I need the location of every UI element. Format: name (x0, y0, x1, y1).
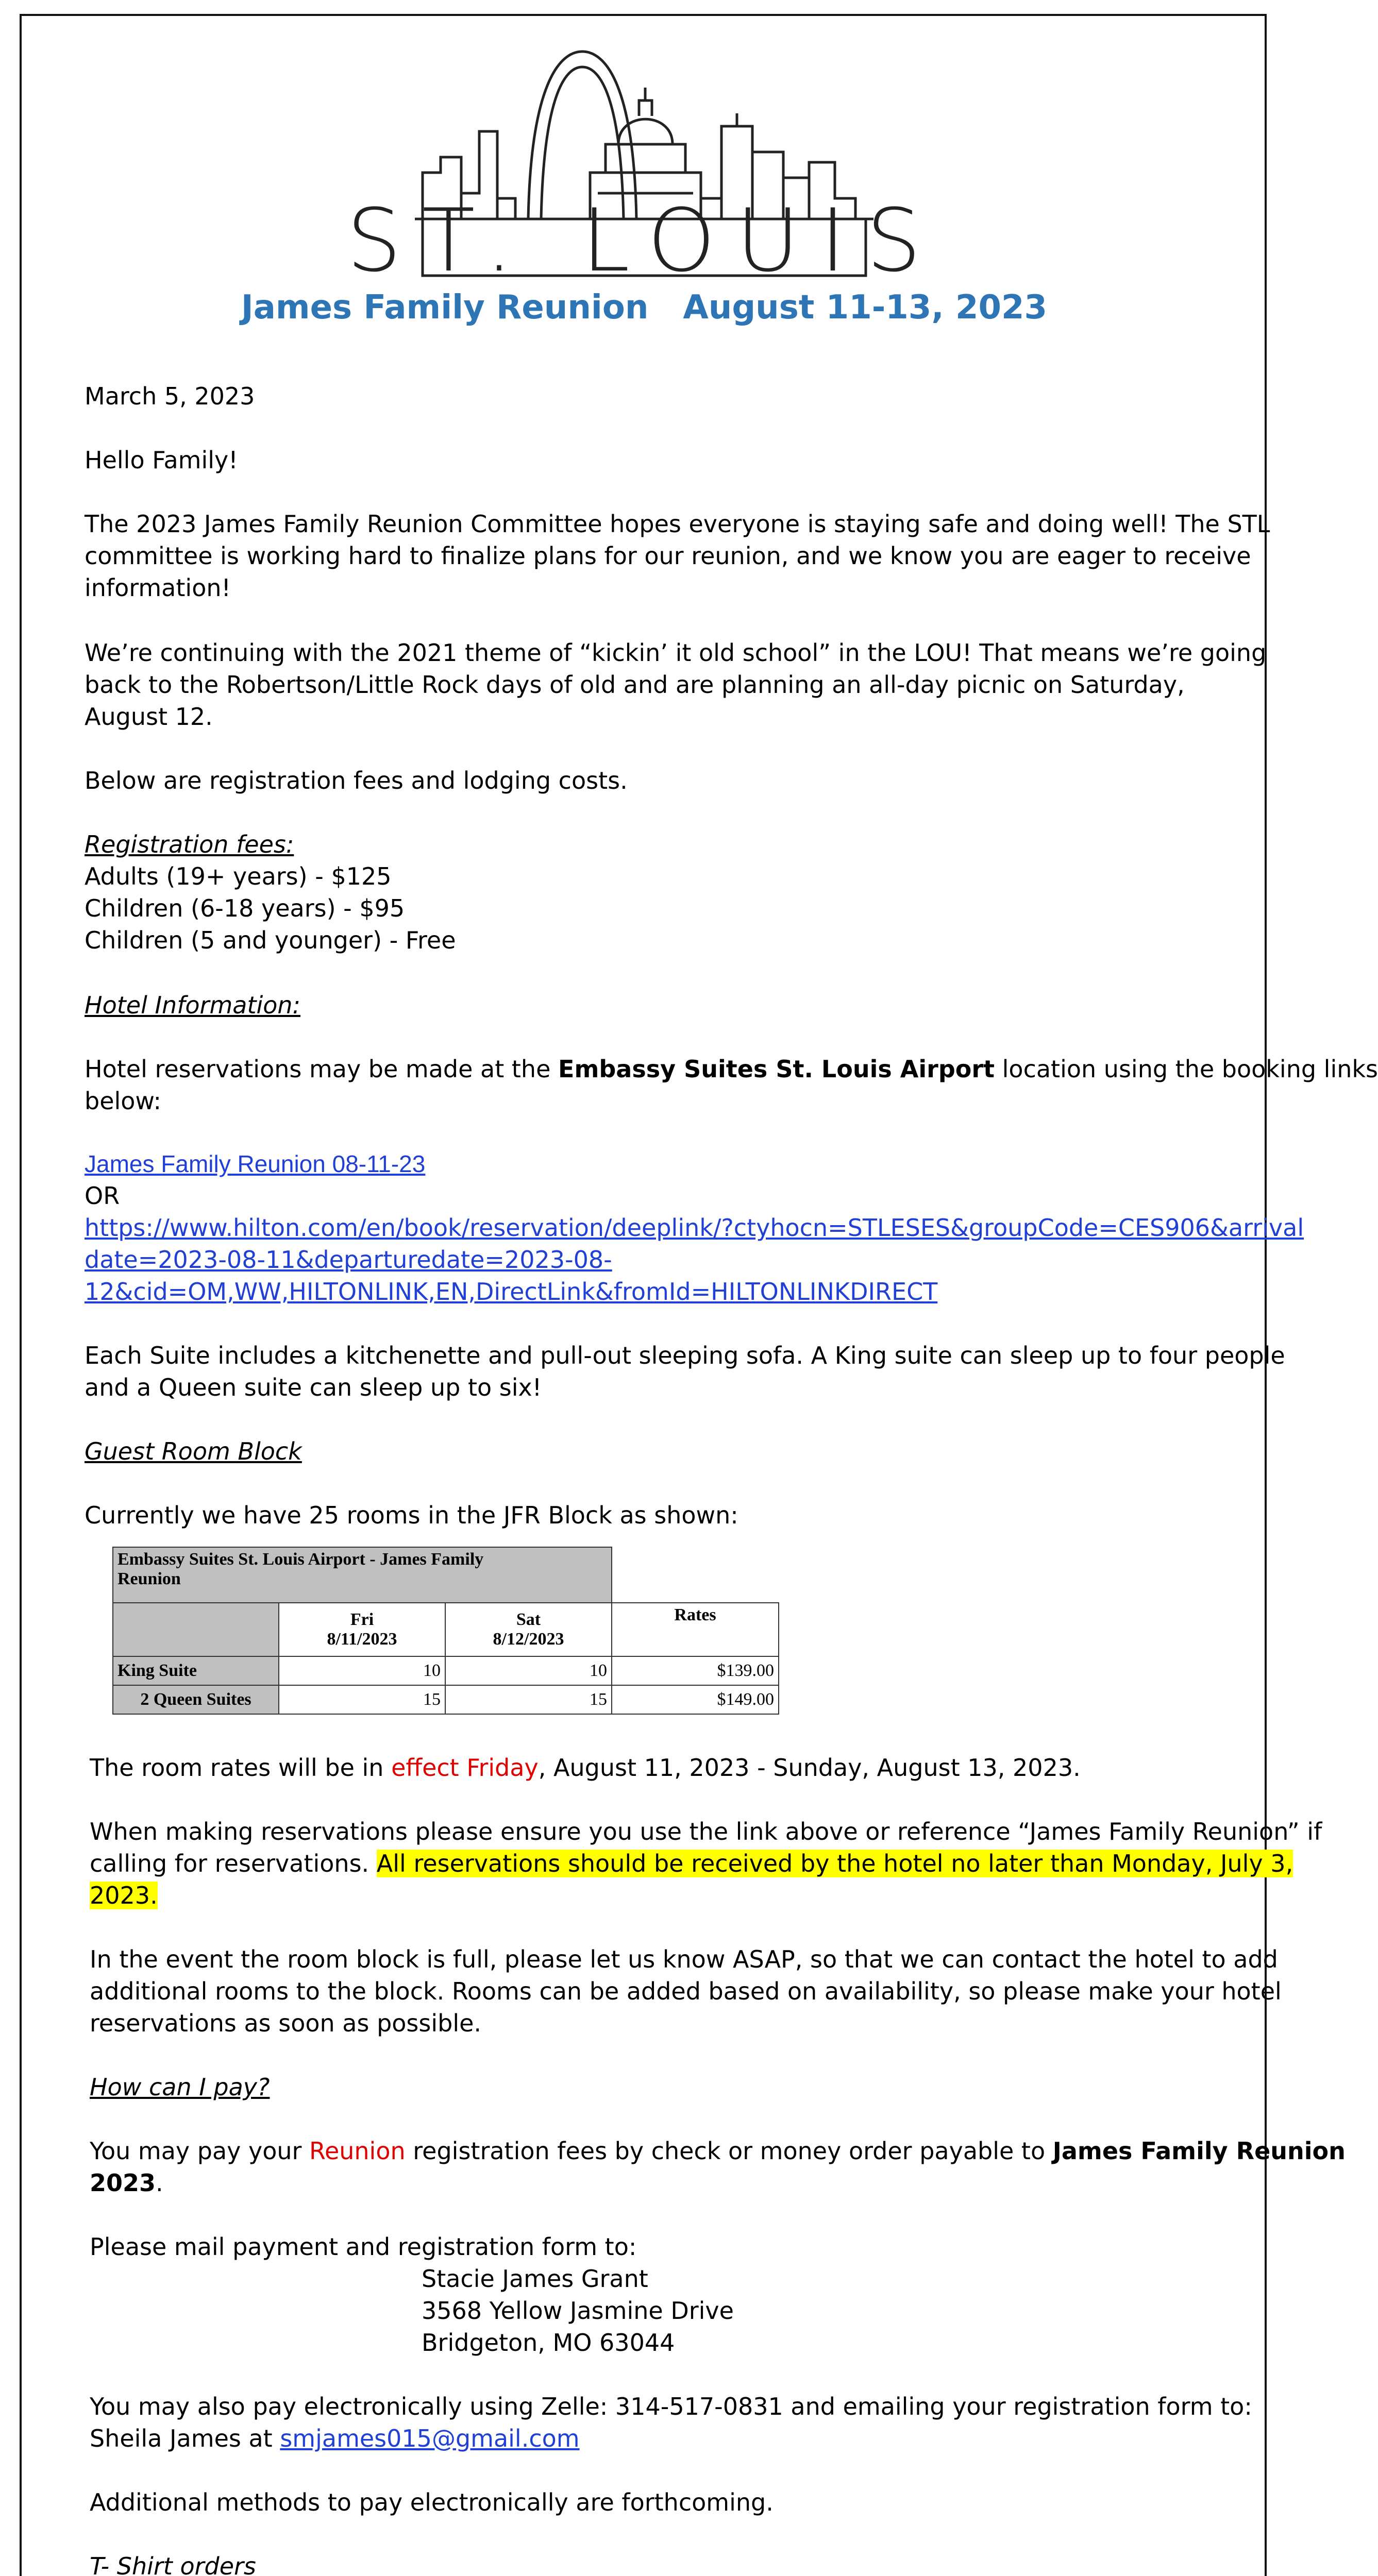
banner-title (0, 289, 1288, 327)
zelle-line: You may also pay electronically using Zelle: 314-517-0831 and emailing your registration form to: (90, 2393, 1252, 2420)
cell-rate: $149.00 (612, 1685, 779, 1714)
address-name: Stacie James Grant (422, 2265, 648, 2293)
banner-dates: August 11-13, 2023 (683, 289, 1048, 327)
hotel-line: below: (85, 1087, 162, 1115)
banner-reunion-name: James Family Reunion (241, 289, 649, 327)
registration-heading: Registration fees: (85, 831, 294, 858)
hotel-name: Embassy Suites St. Louis Airport (558, 1055, 995, 1083)
hotel-heading: Hotel Information: (85, 991, 301, 1019)
fee-adults: Adults (19+ years) - $125 (85, 862, 392, 890)
suite-info: Each Suite includes a kitchenette and pull-out sleeping sofa. A King suite can sleep up to four people (85, 1342, 1285, 1369)
theme-line: We’re continuing with the 2021 theme of “kickin’ it old school” in the LOU! That means we’re going (85, 639, 1267, 667)
hotel-link-line (85, 1148, 425, 1180)
or-text: OR (85, 1182, 120, 1210)
letter-date: March 5, 2023 (85, 382, 255, 410)
table-row (113, 1656, 779, 1685)
logo-city-text: ST. LOUIS (346, 190, 942, 291)
reservation-line: 2023. (90, 1882, 158, 1909)
block-full-line: additional rooms to the block. Rooms can be added based on availability, so please make your hotel (90, 1977, 1282, 2005)
fee-children-6-18: Children (6-18 years) - $95 (85, 894, 405, 922)
cell-rate: $139.00 (612, 1656, 779, 1685)
cell-fri: 10 (279, 1656, 445, 1685)
block-full-line: reservations as soon as possible. (90, 2009, 482, 2037)
email-link[interactable]: smjames015@gmail.com (280, 2425, 580, 2452)
fee-children-5: Children (5 and younger) - Free (85, 926, 456, 954)
fees-intro: Below are registration fees and lodging costs. (85, 767, 628, 794)
row-name: 2 Queen Suites (113, 1685, 279, 1714)
payment-heading: How can I pay? (90, 2073, 270, 2101)
col-rates: Rates (612, 1603, 779, 1656)
table-title: Embassy Suites St. Louis Airport - James Family Reunion (113, 1547, 612, 1603)
reservation-line: When making reservations please ensure you use the link above or reference “James Family Reunion” if (90, 1818, 1322, 1845)
room-block-table (112, 1547, 779, 1715)
booking-link-long[interactable]: 12&cid=OM,WW,HILTONLINK,EN,DirectLink&fromId=HILTONLINKDIRECT (85, 1278, 938, 1306)
col-fri: Fri 8/11/2023 (279, 1603, 445, 1656)
room-block-intro: Currently we have 25 rooms in the JFR Block as shown: (85, 1501, 738, 1529)
theme-line: back to the Robertson/Little Rock days of old and are planning an all-day picnic on Saturday, (85, 671, 1185, 699)
suite-info: and a Queen suite can sleep up to six! (85, 1374, 542, 1401)
reservation-line: calling for reservations. All reservations should be received by the hotel no later than Monday, July 3, (90, 1850, 1293, 1877)
address-street: 3568 Yellow Jasmine Drive (422, 2297, 734, 2325)
zelle-line: Sheila James at smjames015@gmail.com (90, 2425, 580, 2452)
payment-line: 2023. (90, 2169, 163, 2197)
additional-methods: Additional methods to pay electronically are forthcoming. (90, 2488, 774, 2516)
st-louis-skyline-logo (346, 44, 942, 294)
greeting: Hello Family! (85, 446, 238, 474)
payment-line: You may pay your Reunion registration fees by check or money order payable to James Family Reunion (90, 2137, 1346, 2165)
table-row (113, 1685, 779, 1714)
deadline-highlight: All reservations should be received by the hotel no later than Monday, July 3, (376, 1850, 1293, 1877)
intro-line: committee is working hard to finalize plans for our reunion, and we know you are eager to receive (85, 542, 1251, 570)
hotel-line: Hotel reservations may be made at the Embassy Suites St. Louis Airport location using the booking links (85, 1055, 1378, 1083)
tshirt-heading: T- Shirt orders (90, 2552, 256, 2576)
intro-line: The 2023 James Family Reunion Committee hopes everyone is staying safe and doing well! The STL (85, 510, 1270, 538)
cell-fri: 15 (279, 1685, 445, 1714)
block-full-line: In the event the room block is full, please let us know ASAP, so that we can contact the hotel to add (90, 1945, 1278, 1973)
address-city: Bridgeton, MO 63044 (422, 2329, 675, 2357)
col-sat: Sat 8/12/2023 (445, 1603, 612, 1656)
intro-line: information! (85, 574, 231, 602)
booking-link-long[interactable]: date=2023-08-11&departuredate=2023-08- (85, 1246, 612, 1274)
room-block-heading: Guest Room Block (85, 1437, 302, 1465)
rates-line: The room rates will be in effect Friday, August 11, 2023 - Sunday, August 13, 2023. (90, 1754, 1081, 1782)
row-name: King Suite (113, 1656, 279, 1685)
cell-sat: 10 (445, 1656, 612, 1685)
booking-link-long[interactable]: https://www.hilton.com/en/book/reservation/deeplink/?ctyhocn=STLESES&groupCode=CES906&arrival (85, 1214, 1304, 1242)
cell-sat: 15 (445, 1685, 612, 1714)
theme-line: August 12. (85, 703, 213, 731)
booking-link-short[interactable]: James Family Reunion 08-11-23 (85, 1150, 426, 1177)
mail-intro: Please mail payment and registration form to: (90, 2233, 637, 2261)
